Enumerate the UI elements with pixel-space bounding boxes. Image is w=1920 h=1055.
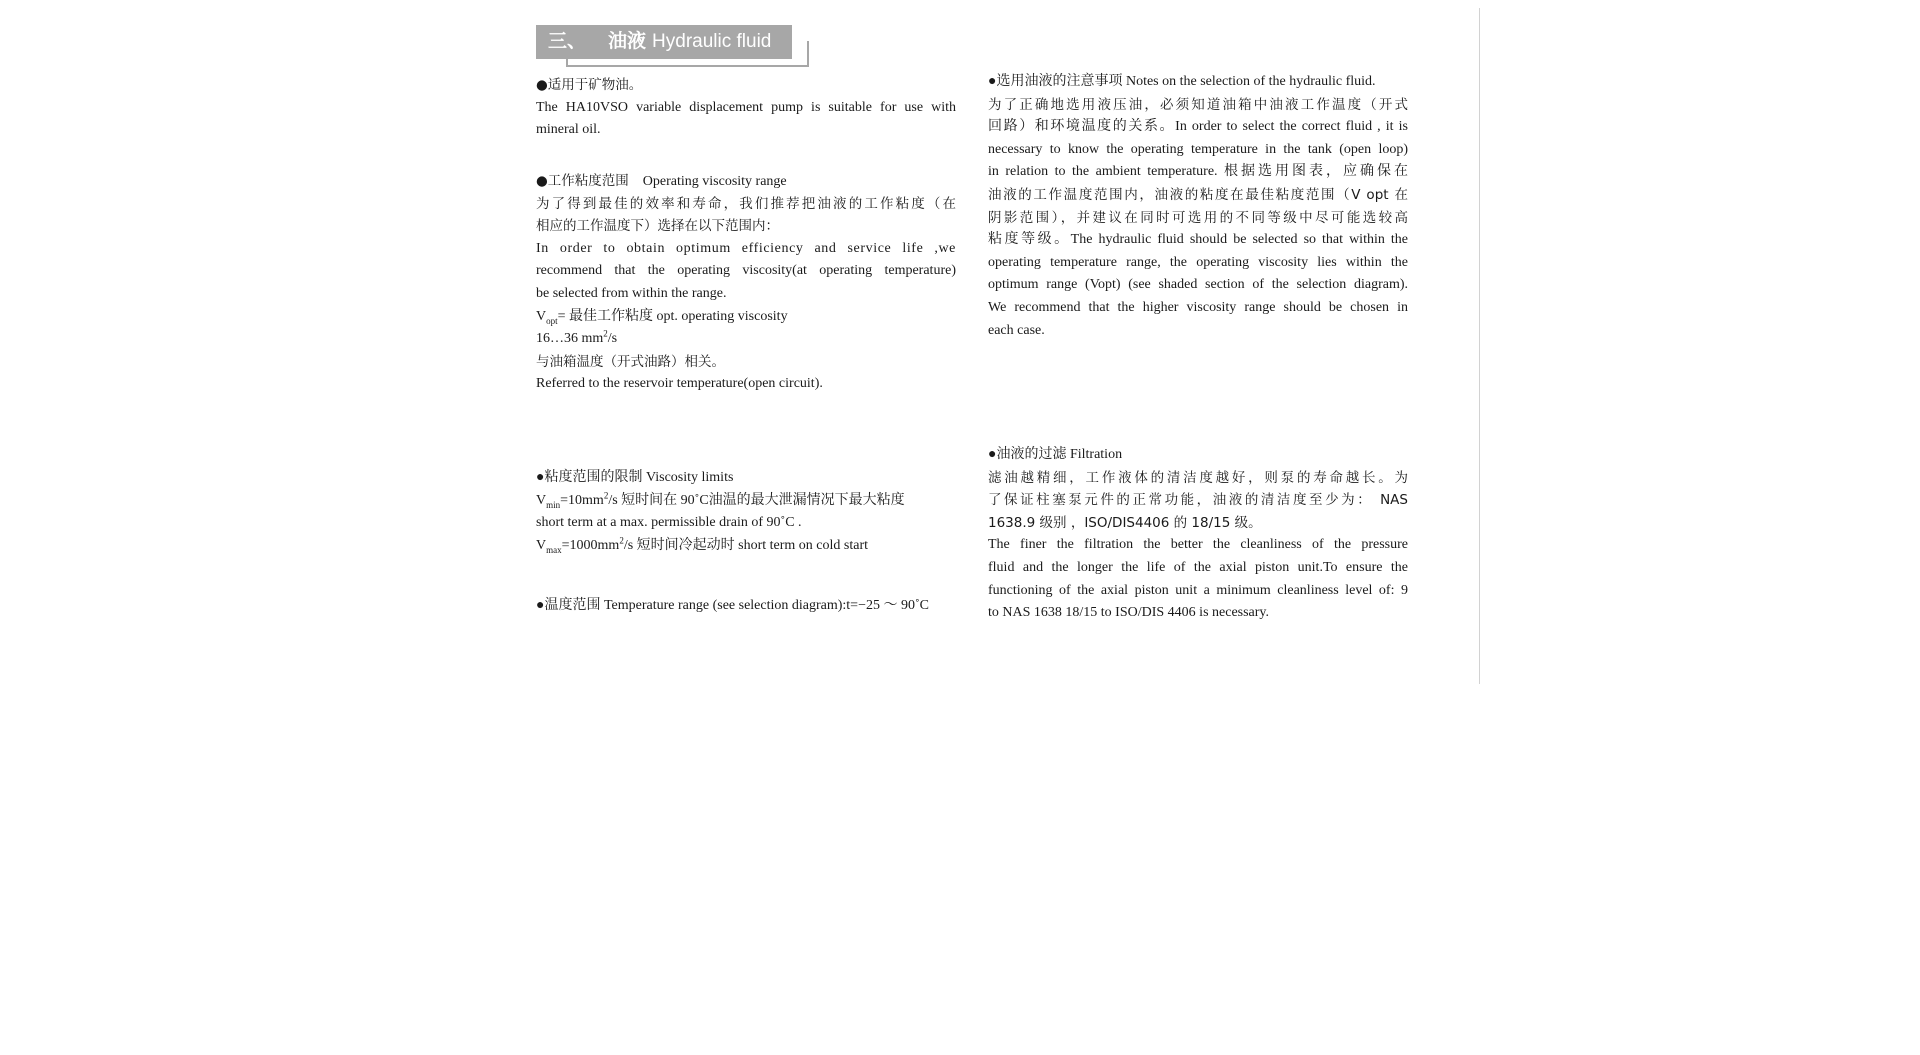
notes-line: 粘度等级。The hydraulic fluid should be selected so that within the bbox=[988, 232, 1408, 248]
notes-line: We recommend that the higher viscosity range should be chosen in bbox=[988, 299, 1408, 315]
header-frame-decoration-left bbox=[566, 59, 568, 67]
vmin-superscript: 2 bbox=[603, 489, 609, 500]
range-unit: /s bbox=[607, 331, 618, 347]
viscosity-range-value bbox=[536, 328, 956, 351]
vmax-line bbox=[536, 535, 956, 558]
vmax-subscript: max bbox=[546, 544, 562, 555]
viscosity-cn-line: 相应的工作温度下）选择在以下范围内： bbox=[536, 218, 779, 235]
notes-line: 阴影范围），并建议在同时可选用的不同等级中尽可能选较高 bbox=[988, 209, 1408, 226]
filtration-heading: ●油液的过滤 Filtration bbox=[988, 447, 1123, 462]
mineral-oil-line: mineral oil. bbox=[536, 122, 601, 138]
viscosity-range-heading bbox=[536, 170, 956, 193]
viscosity-cn-line: 为了得到最佳的效率和寿命，我们推荐把油液的工作粘度（在 bbox=[536, 195, 956, 212]
notes-line: in relation to the ambient temperature. 根据选用图表，应确保在 bbox=[988, 164, 1408, 180]
viscosity-range-heading-cn: ●工作粘度范围 bbox=[536, 173, 629, 189]
filtration-line: 1638.9 级别 ，ISO/DIS4406 的 18/15 级。 bbox=[988, 514, 1262, 531]
notes-line: 回路）和环境温度的关系。In order to select the correct fluid , it is bbox=[988, 119, 1408, 135]
notes-line: 为了正确地选用液压油，必须知道油箱中油液工作温度（开式 bbox=[988, 96, 1408, 113]
vopt-text: = 最佳工作粘度 opt. operating viscosity bbox=[557, 308, 788, 324]
page-divider-line bbox=[1479, 8, 1480, 684]
header-title bbox=[548, 29, 771, 55]
viscosity-range-heading-en: Operating viscosity range bbox=[642, 174, 787, 189]
viscosity-range-section bbox=[536, 170, 956, 396]
reservoir-reference-en: Referred to the reservoir temperature(open circuit). bbox=[536, 376, 823, 392]
mineral-oil-section bbox=[536, 74, 956, 142]
fluid-selection-notes-section bbox=[988, 71, 1408, 342]
vmax-value: =1000mm bbox=[561, 537, 620, 553]
filtration-line: fluid and the longer the life of the axial piston unit.To ensure the bbox=[988, 559, 1408, 575]
mineral-oil-heading: ●适用于矿物油。 bbox=[536, 77, 643, 93]
notes-line: necessary to know the operating temperature in the tank (open loop) bbox=[988, 141, 1408, 157]
filtration-line: The finer the filtration the better the cleanliness of the pressure bbox=[988, 537, 1408, 553]
range-text: 16…36 mm bbox=[536, 331, 604, 347]
vmin-line bbox=[536, 490, 956, 513]
viscosity-limits-section bbox=[536, 467, 956, 557]
vopt-symbol: V bbox=[536, 308, 547, 324]
viscosity-en-line: In order to obtain optimum efficiency and service life ,we bbox=[536, 240, 956, 256]
vmin-line-2: short term at a max. permissible drain of 90˚C . bbox=[536, 515, 802, 531]
notes-line: operating temperature range, the operating viscosity lies within the bbox=[988, 254, 1408, 270]
section-header bbox=[536, 25, 792, 59]
filtration-section bbox=[988, 444, 1408, 625]
mineral-oil-line: The HA10VSO variable displacement pump is suitable for use with bbox=[536, 99, 956, 115]
vmin-value: =10mm bbox=[560, 492, 604, 508]
notes-line: each case. bbox=[988, 322, 1045, 338]
filtration-line: 滤油越精细，工作液体的清洁度越好，则泵的寿命越长。为 bbox=[988, 469, 1408, 486]
reservoir-reference-cn: 与油箱温度（开式油路）相关。 bbox=[536, 353, 725, 370]
filtration-line: to NAS 1638 18/15 to ISO/DIS 4406 is necessary. bbox=[988, 605, 1270, 621]
vmin-symbol: V bbox=[536, 492, 547, 508]
viscosity-en-line: be selected from within the range. bbox=[536, 285, 727, 301]
header-title-en: Hydraulic fluid bbox=[652, 31, 772, 52]
header-title-cn: 油液 bbox=[608, 31, 647, 52]
header-number: 三、 bbox=[548, 31, 587, 52]
temperature-range-text: ●温度范围 Temperature range (see selection diagram):t=−25 ～ 90˚C bbox=[536, 598, 929, 613]
vopt-subscript: opt bbox=[546, 315, 558, 326]
notes-line: optimum range (Vopt) (see shaded section of the selection diagram). bbox=[988, 277, 1408, 293]
vmax-rest: /s 短时间冷起动时 short term on cold start bbox=[623, 537, 869, 553]
range-superscript: 2 bbox=[603, 328, 608, 339]
vmax-symbol: V bbox=[536, 537, 547, 553]
vmin-subscript: min bbox=[546, 499, 561, 510]
notes-line: 油液的工作温度范围内，油液的粘度在最佳粘度范围（V opt 在 bbox=[988, 186, 1408, 203]
vmax-superscript: 2 bbox=[619, 535, 624, 546]
filtration-line: 了保证柱塞泵元件的正常功能，油液的清洁度至少为： NAS bbox=[988, 492, 1408, 509]
viscosity-limits-heading: ●粘度范围的限制 Viscosity limits bbox=[536, 470, 734, 485]
vmin-rest: /s 短时间在 90˚C油温的最大泄漏情况下最大粘度 bbox=[608, 492, 905, 508]
vopt-definition bbox=[536, 306, 956, 329]
filtration-line: functioning of the axial piston unit a minimum cleanliness level of: 9 bbox=[988, 582, 1408, 598]
temperature-range-section bbox=[536, 595, 956, 618]
fluid-selection-heading: ●选用油液的注意事项 Notes on the selection of the hydraulic fluid. bbox=[988, 74, 1376, 89]
viscosity-en-line: recommend that the operating viscosity(at operating temperature) bbox=[536, 263, 956, 279]
